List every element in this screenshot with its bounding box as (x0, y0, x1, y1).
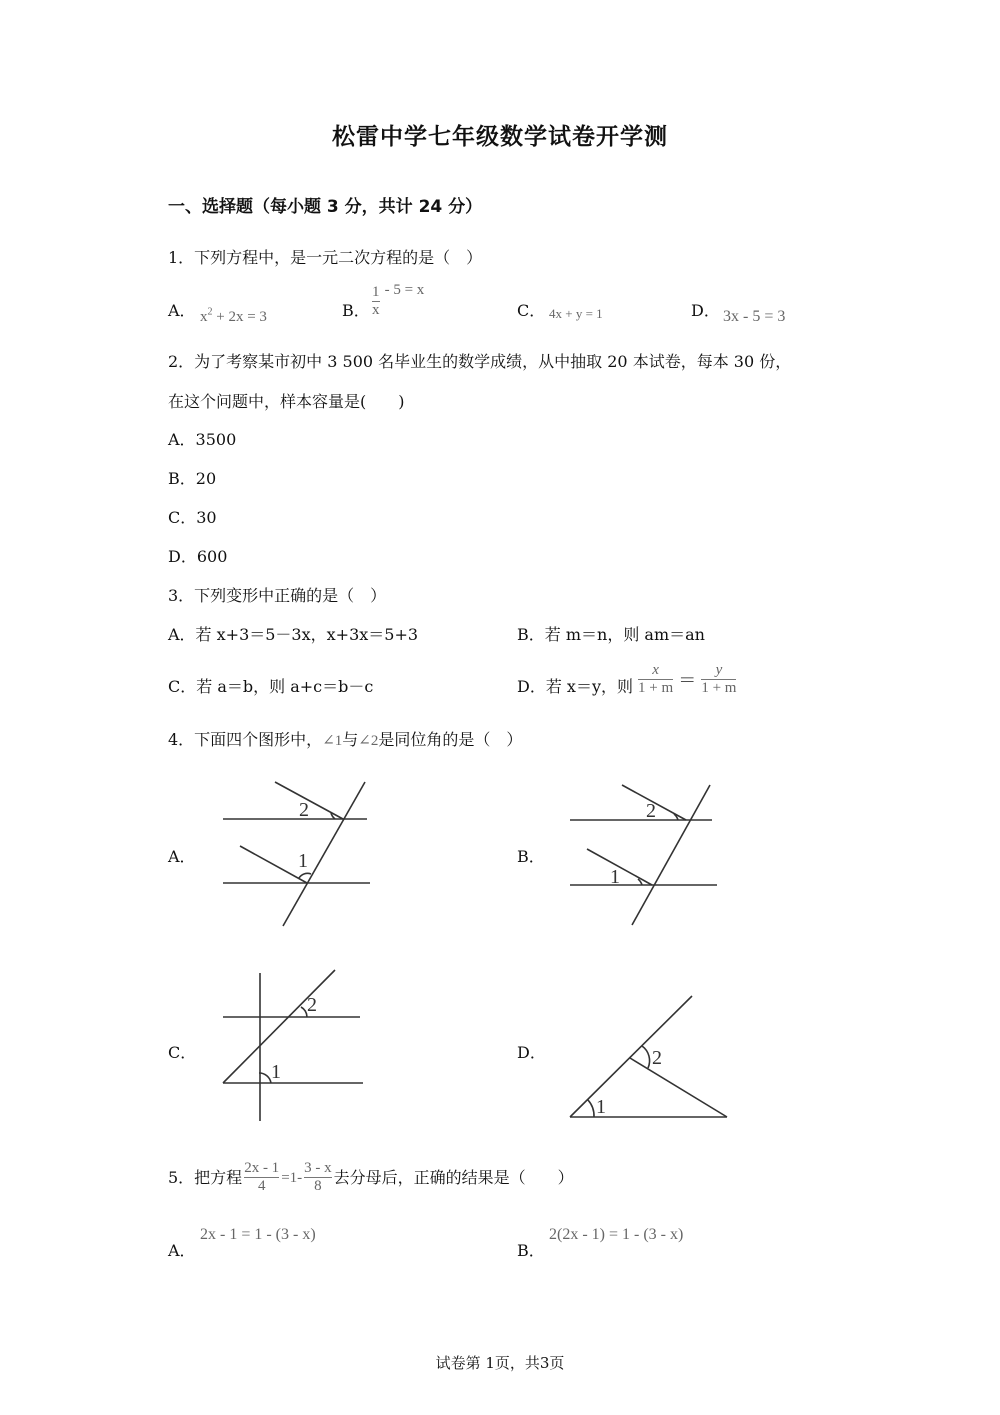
q5-option-b: 2(2x - 1) = 1 - (3 - x) (549, 1226, 684, 1243)
question-1-stem: 1．下列方程中，是一元二次方程的是（ ） (168, 248, 483, 267)
q5-stem-pre: 5．把方程 (168, 1167, 243, 1187)
q3-option-b: B．若 m＝n，则 am＝an (517, 625, 705, 644)
q4-b-label-2: 2 (646, 800, 656, 822)
q2-option-a: A．3500 (168, 430, 237, 449)
q2-option-d: D．600 (168, 547, 228, 566)
q3-option-c: C．若 a＝b，则 a+c＝b－c (168, 677, 374, 696)
page-title: 松雷中学七年级数学试卷开学测 (332, 124, 668, 150)
q4-option-d-label: D． (517, 1043, 546, 1062)
q4-angle1: ∠1 (322, 733, 343, 749)
question-3-stem: 3．下列变形中正确的是（ ） (168, 586, 387, 605)
q3-d-frac2-num: y (715, 662, 723, 678)
q5-option-b-label: B． (517, 1241, 545, 1260)
q5-frac1-den: 4 (257, 1178, 266, 1194)
q3-option-d-math (638, 662, 736, 697)
q4-figure-d (562, 990, 737, 1125)
q1-option-b (372, 284, 424, 319)
q1-b-num: 1 (372, 284, 380, 300)
q1-option-d: 3x - 5 = 3 (723, 308, 786, 325)
q4-c-label-2: 2 (307, 994, 317, 1016)
q4-stem-post: 是同位角的是（ ） (378, 730, 523, 749)
q4-c-label-1: 1 (271, 1061, 281, 1083)
q3-d-equals: ＝ (678, 670, 697, 692)
q1-option-c-label: C． (517, 301, 546, 320)
q1-option-b-label: B． (342, 301, 370, 320)
q1-a-base: x (200, 309, 208, 325)
page-footer: 试卷第 1页，共3页 (435, 1354, 565, 1372)
question-5-stem (168, 1160, 574, 1195)
q4-figure-b (562, 775, 727, 935)
q4-a-label-2: 2 (299, 799, 309, 821)
q3-d-frac1-num: x (652, 662, 659, 678)
q4-a-label-1: 1 (298, 850, 308, 872)
q3-d-frac1-den: 1 + m (638, 680, 674, 696)
q5-frac2-den: 8 (314, 1178, 322, 1194)
q4-option-b-label: B． (517, 847, 545, 866)
q4-d-label-2: 2 (652, 1047, 662, 1069)
q4-stem-pre: 4．下面四个图形中， (168, 730, 323, 749)
q4-figure-c (215, 965, 380, 1125)
q1-option-a (200, 306, 267, 326)
q5-option-a-label: A． (168, 1241, 196, 1260)
q4-stem-mid: 与 (342, 730, 359, 749)
q5-option-a: 2x - 1 = 1 - (3 - x) (200, 1226, 316, 1243)
q5-frac2-num: 3 - x (304, 1160, 332, 1176)
q3-option-d-text: D．若 x＝y，则 (517, 677, 633, 696)
q1-b-rest: - 5 = x (384, 282, 425, 298)
q5-frac1-num: 2x - 1 (244, 1160, 280, 1176)
q2-option-b: B．20 (168, 469, 217, 488)
question-2-stem-line2: 在这个问题中，样本容量是( ) (168, 392, 405, 411)
q4-option-a-label: A． (168, 847, 196, 866)
q1-option-c: 4x + y = 1 (549, 306, 603, 321)
q4-d-label-1: 1 (596, 1096, 606, 1118)
q1-a-rest: + 2x = 3 (212, 309, 267, 325)
q4-b-label-1: 1 (610, 866, 620, 888)
q4-option-c-label: C． (168, 1043, 197, 1062)
question-2-stem-line1: 2．为了考察某市初中 3 500 名毕业生的数学成绩，从中抽取 20 本试卷，每本 30 份， (168, 352, 792, 371)
q1-a-sup: 2 (207, 306, 213, 318)
q2-option-c: C．30 (168, 508, 217, 527)
q3-option-a: A．若 x+3＝5－3x，x+3x＝5+3 (168, 625, 419, 644)
q3-d-frac2-den: 1 + m (701, 680, 737, 696)
q5-stem-mid: =1- (281, 1169, 303, 1186)
q4-angle2: ∠2 (358, 733, 379, 749)
q5-stem-post: 去分母后，正确的结果是（ ） (333, 1167, 574, 1187)
q1-option-d-label: D． (691, 301, 720, 320)
q1-b-den: x (372, 302, 380, 318)
section-heading: 一、选择题（每小题 3 分，共计 24 分） (168, 197, 483, 217)
q4-figure-a (215, 770, 380, 935)
q1-option-a-label: A． (168, 301, 196, 320)
question-4-stem (168, 729, 522, 752)
